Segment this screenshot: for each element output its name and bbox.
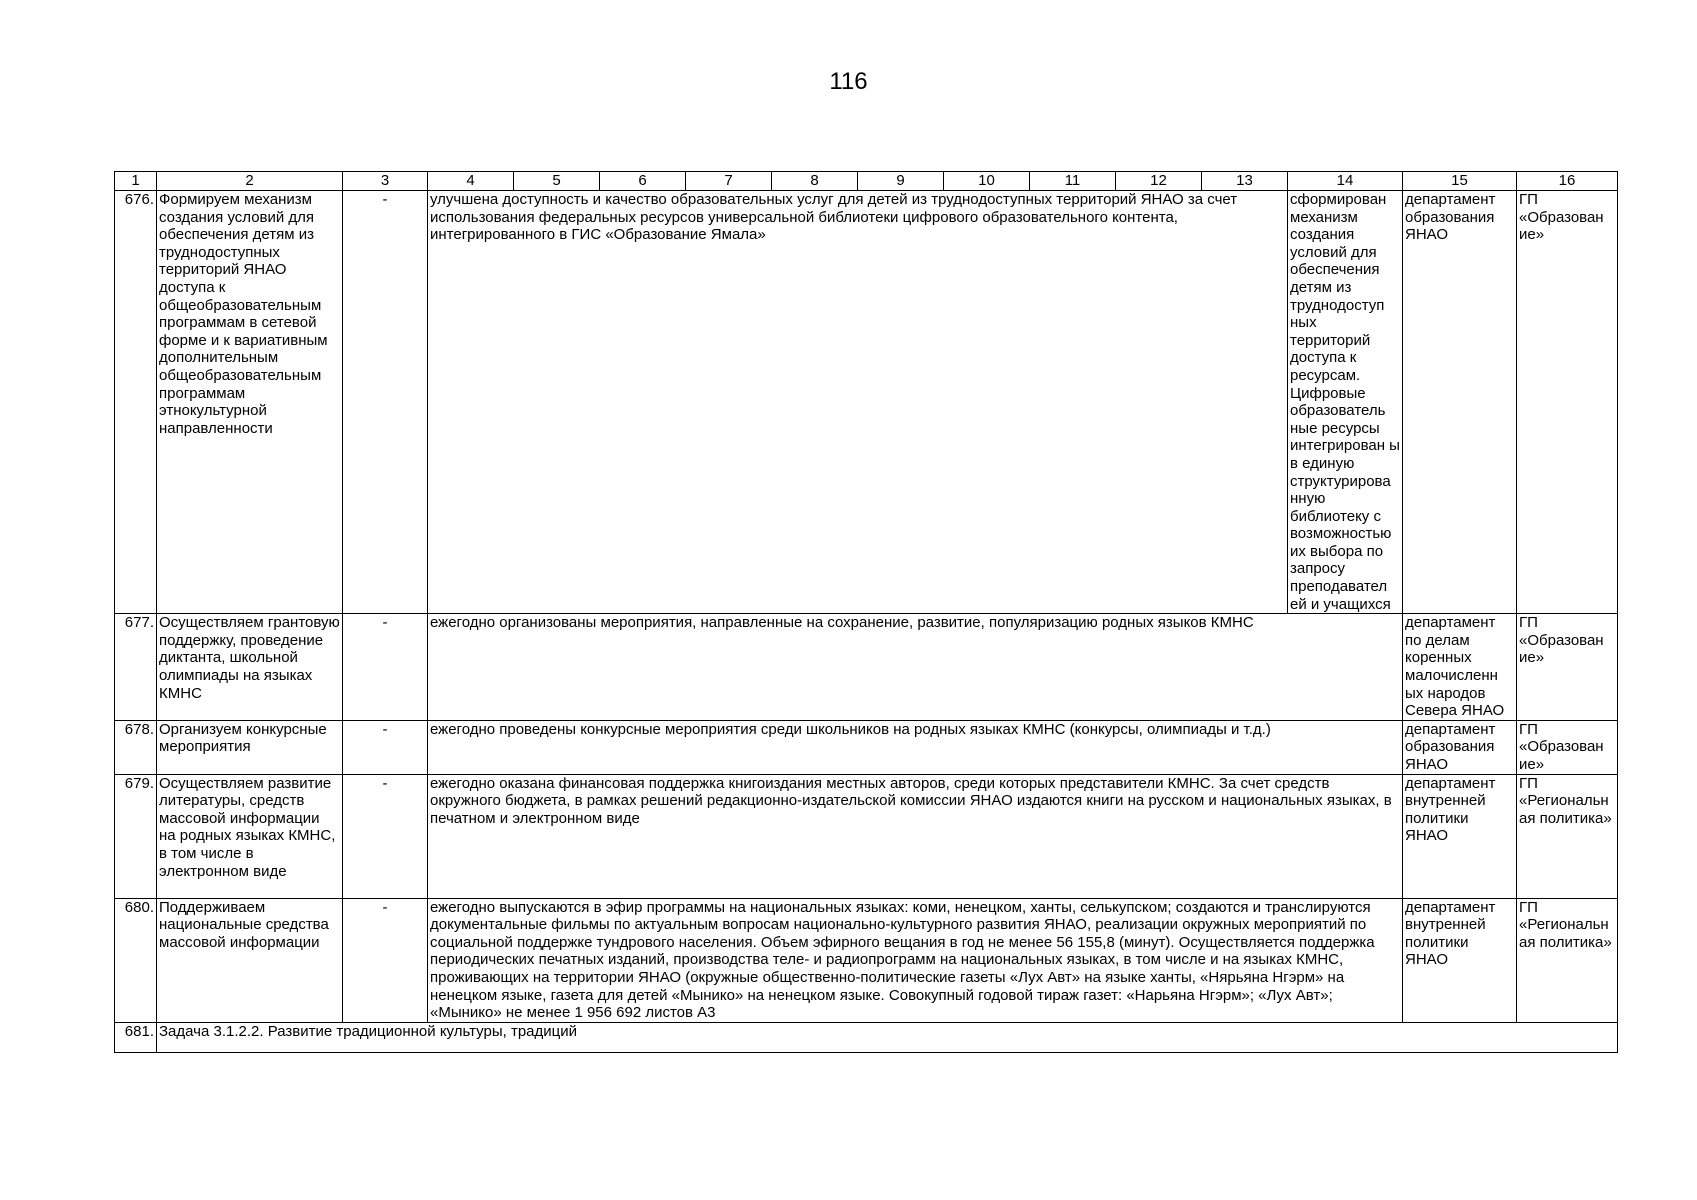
table-row (115, 774, 1618, 898)
measure-description: Осуществляем развитие литературы, средств массовой информации на родных языках КМНС, в том числе в электронном виде (157, 774, 343, 898)
column-3-value: - (343, 774, 428, 898)
column-header: 11 (1030, 172, 1116, 191)
column-header: 4 (428, 172, 514, 191)
row-number: 676. (115, 191, 157, 614)
column-3-value: - (343, 614, 428, 721)
expected-result: ежегодно организованы мероприятия, направленные на сохранение, развитие, популяризацию родных языков КМНС (428, 614, 1403, 721)
expected-result: ежегодно выпускаются в эфир программы на национальных языках: коми, ненецком, ханты, селькупском; создаются и транслируются документальные фильмы по актуальным вопросам национально-культурного развития ЯНАО, реализации окружных мероприятий по социальной поддержке тундрового населения. Объем эфирного вещания в год не менее 56 155,8 (минут). Осуществляется поддержка периодических печатных изданий, производства теле- и радиопрограмм на национальных языках, в том числе и на языках КМНС, проживающих на территории ЯНАО (окружные общественно-политические газеты «Лух Авт» на языке ханты, «Нярьяна Нгэрм» на ненецком языке, газета для детей «Мынико» на ненецком языке. Совокупный годовой тираж газет: «Нарьяна Нгэрм»; «Лух Авт»; «Мынико» не менее 1 956 692 листов А3 (428, 898, 1403, 1022)
measure-description: Организуем конкурсные мероприятия (157, 720, 343, 774)
responsible-executor: департамент внутренней политики ЯНАО (1403, 774, 1517, 898)
column-header: 13 (1202, 172, 1288, 191)
row-number: 680. (115, 898, 157, 1022)
expected-result: улучшена доступность и качество образовательных услуг для детей из труднодоступных территорий ЯНАО за счет использования федеральных ресурсов универсальной библиотеки цифрового образовательного контента, интегрированного в ГИС «Образование Ямала» (428, 191, 1288, 614)
row-number: 679. (115, 774, 157, 898)
column-header: 16 (1517, 172, 1618, 191)
measure-description: Осуществляем грантовую поддержку, проведение диктанта, школьной олимпиады на языках КМНС (157, 614, 343, 721)
measure-description: Формируем механизм создания условий для обеспечения детям из труднодоступных территорий ЯНАО доступа к общеобразовательным программам в сетевой форме и к вариативным дополнительным общеобразовательным программам этнокультурной направленности (157, 191, 343, 614)
column-number-row (115, 172, 1618, 191)
task-heading-row (115, 1022, 1618, 1052)
row-number: 677. (115, 614, 157, 721)
responsible-executor: департамент по делам коренных малочисленн ых народов Севера ЯНАО (1403, 614, 1517, 721)
task-heading: Задача 3.1.2.2. Развитие традиционной культуры, традиций (157, 1022, 1618, 1052)
state-program: ГП «Региональн ая политика» (1517, 774, 1618, 898)
table-row (115, 898, 1618, 1022)
column-header: 10 (944, 172, 1030, 191)
measure-description: Поддерживаем национальные средства массовой информации (157, 898, 343, 1022)
column-header: 14 (1288, 172, 1403, 191)
responsible-executor: департамент образования ЯНАО (1403, 720, 1517, 774)
table-row (115, 614, 1618, 721)
column-header: 7 (686, 172, 772, 191)
column-3-value: - (343, 191, 428, 614)
expected-result: ежегодно проведены конкурсные мероприятия среди школьников на родных языках КМНС (конкурсы, олимпиады и т.д.) (428, 720, 1403, 774)
state-program: ГП «Образован ие» (1517, 614, 1618, 721)
responsible-executor: департамент образования ЯНАО (1403, 191, 1517, 614)
column-header: 1 (115, 172, 157, 191)
page-number: 116 (829, 68, 868, 95)
table-row (115, 720, 1618, 774)
state-program: ГП «Образован ие» (1517, 191, 1618, 614)
column-header: 3 (343, 172, 428, 191)
state-program: ГП «Региональн ая политика» (1517, 898, 1618, 1022)
column-header: 15 (1403, 172, 1517, 191)
table-row (115, 191, 1618, 614)
column-header: 6 (600, 172, 686, 191)
row-number: 678. (115, 720, 157, 774)
expected-result: ежегодно оказана финансовая поддержка книгоиздания местных авторов, среди которых представители КМНС. За счет средств окружного бюджета, в рамках решений редакционно-издательской комиссии ЯНАО издаются книги на русском и национальных языках, в печатном и электронном виде (428, 774, 1403, 898)
column-14-value: сформирован механизм создания условий для обеспечения детям из труднодоступ ных территорий доступа к ресурсам. Цифровые образователь ные ресурсы интегрирован ы в единую структурирова нную библиотеку с возможностью их выбора по запросу преподавател ей и учащихся (1288, 191, 1403, 614)
column-3-value: - (343, 720, 428, 774)
row-number: 681. (115, 1022, 157, 1052)
measures-table (114, 171, 1618, 1053)
column-header: 5 (514, 172, 600, 191)
state-program: ГП «Образован ие» (1517, 720, 1618, 774)
column-header: 8 (772, 172, 858, 191)
responsible-executor: департамент внутренней политики ЯНАО (1403, 898, 1517, 1022)
column-header: 2 (157, 172, 343, 191)
column-header: 12 (1116, 172, 1202, 191)
column-3-value: - (343, 898, 428, 1022)
column-header: 9 (858, 172, 944, 191)
